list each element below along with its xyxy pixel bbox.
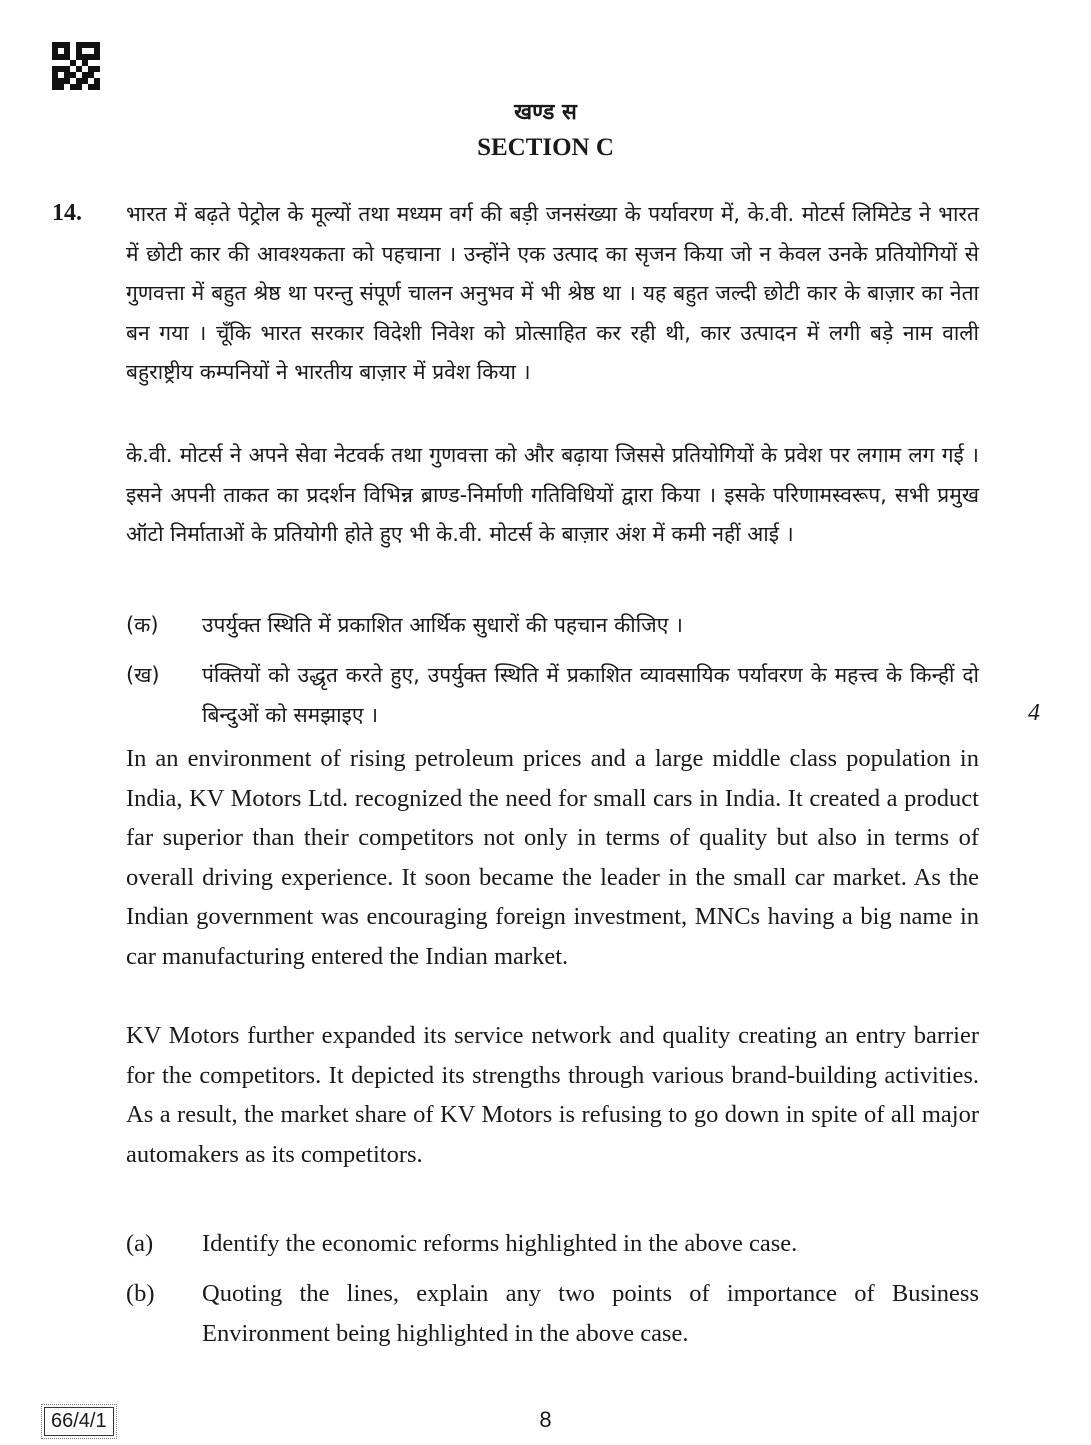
- subquestion-text: Identify the economic reforms highlighted in the above case.: [202, 1230, 798, 1257]
- english-paragraph-2: KV Motors further expanded its service network and quality creating an entry barrier for the competitors. It depicted its strengths through various brand-building activities. As a result, the market share of KV Motors is refusing to go down in spite of all major automakers as its competitors.: [126, 1022, 979, 1168]
- english-paragraph-1: In an environment of rising petroleum prices and a large middle class population in India, KV Motors Ltd. recognized the need for small cars in India. It created a product far superior than their competitors not only in terms of quality but also in terms of overall driving experience. It soon became the leader in the small car market. As the Indian government was encouraging foreign investment, MNCs having a big name in car manufacturing entered the Indian market.: [126, 745, 979, 970]
- qr-code-icon: [52, 42, 100, 90]
- hindi-paragraph-2: के.वी. मोटर्स ने अपने सेवा नेटवर्क तथा गुणवत्ता को और बढ़ाया जिससे प्रतियोगियों के प्रवेश पर लगाम लग गई । इसने अपनी ताकत का प्रदर्शन विभिन्न ब्राण्ड-निर्माणी गतिविधियों द्वारा किया । इसके परिणामस्वरूप, सभी प्रमुख ऑटो निर्माताओं के प्रतियोगी होते हुए भी के.वी. मोटर्स के बाज़ार अंश में कमी नहीं आई ।: [126, 443, 979, 546]
- question-number: 14.: [52, 200, 82, 226]
- english-subquestion-a: [126, 1224, 979, 1264]
- english-subquestion-b: [126, 1274, 979, 1353]
- subquestion-label: (क): [126, 613, 159, 637]
- subquestion-label: (ख): [126, 663, 160, 687]
- subquestion-text: उपर्युक्त स्थिति में प्रकाशित आर्थिक सुधारों की पहचान कीजिए ।: [202, 613, 683, 637]
- section-title-english: SECTION C: [477, 134, 614, 161]
- subquestion-label: (b): [126, 1280, 155, 1307]
- hindi-paragraph-1: भारत में बढ़ते पेट्रोल के मूल्यों तथा मध्यम वर्ग की बड़ी जनसंख्या के पर्यावरण में, के.वी. मोटर्स लिमिटेड ने भारत में छोटी कार की आवश्यकता को पहचाना । उन्होंने एक उत्पाद का सृजन किया जो न केवल उनके प्रतियोगियों से गुणवत्ता में बहुत श्रेष्ठ था परन्तु संपूर्ण चालन अनुभव में भी श्रेष्ठ था । यह बहुत जल्दी छोटी कार के बाज़ार का नेता बन गया । चूँकि भारत सरकार विदेशी निवेश को प्रोत्साहित कर रही थी, कार उत्पादन में लगी बड़े नाम वाली बहुराष्ट्रीय कम्पनियों ने भारतीय बाज़ार में प्रवेश किया ।: [126, 202, 979, 384]
- subquestion-label: (a): [126, 1230, 154, 1257]
- subquestion-text: Quoting the lines, explain any two points of importance of Business Environment being highlighted in the above case.: [202, 1280, 979, 1347]
- section-title-hindi: खण्ड स: [514, 100, 577, 125]
- page-number: 8: [539, 1407, 552, 1432]
- hindi-subquestion-a: [126, 606, 979, 646]
- hindi-subquestion-b: [126, 656, 979, 735]
- marks: 4: [1028, 700, 1040, 726]
- paper-code: 66/4/1: [44, 1407, 114, 1436]
- subquestion-text: पंक्तियों को उद्धृत करते हुए, उपर्युक्त स्थिति में प्रकाशित व्यावसायिक पर्यावरण के महत्त्व के किन्हीं दो बिन्दुओं को समझाइए ।: [202, 663, 979, 727]
